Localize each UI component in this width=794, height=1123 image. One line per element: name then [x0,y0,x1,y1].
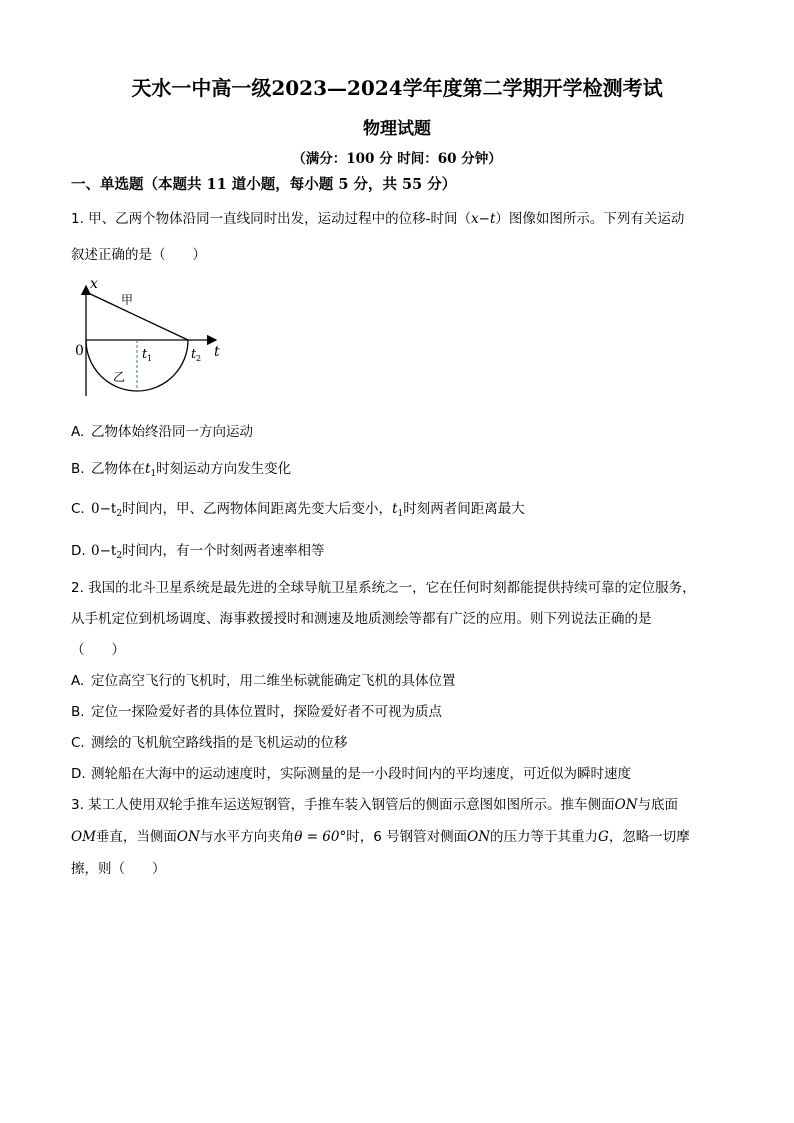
q3-stem-text-f: 的压力等于其重力 [490,829,599,845]
q3-stem-text-e: 时，6 号钢管对侧面 [346,829,468,845]
q1-stem-text-end: ）图像如图所示。下列有关运动 [495,211,685,227]
q1-option-d-range: 0−t [91,543,117,559]
q2-option-b[interactable] [71,700,442,720]
q1-option-c-mid: 时间内，甲、乙两物体间距离先变大后变小， [122,501,393,517]
q1-option-b-label: B. [71,461,85,477]
q2-stem-line3: （ ） [71,642,125,658]
q1-stem-line1 [71,207,684,227]
q3-on-3: ON [467,829,491,845]
q3-stem-text-a: 3. 某工人使用双轮手推车运送短钢管，手推车装入钢管后的侧面示意图如图所示。推车侧面 [71,797,615,813]
q2-option-a-text: 定位高空飞行的飞机时，用二维坐标就能确定飞机的具体位置 [91,673,456,689]
q1-option-a-label: A. [71,424,85,440]
q1-option-d[interactable] [71,539,325,561]
t1-label-sub: 1 [147,354,153,363]
section-heading: 一、单选题（本题共 11 道小题，每小题 5 分，共 55 分） [71,176,457,193]
jia-label: 甲 [121,293,134,307]
q2-option-c-label: C. [71,735,85,751]
q1-stem-line2: 叙述正确的是（ ） [71,247,206,263]
q2-option-b-text: 定位一探险爱好者的具体位置时，探险爱好者不可视为质点 [91,704,442,720]
q3-g: G [598,829,609,845]
q1-option-a[interactable] [71,420,253,440]
exam-title: 天水一中高一级2023—2024学年度第二学期开学检测考试 [131,76,663,100]
jia-line [86,292,188,340]
q1-stem-text: 1. 甲、乙两个物体沿同一直线同时出发，运动过程中的位移-时间（ [71,211,472,227]
exam-note: （满分：100 分 时间：60 分钟） [292,151,502,167]
q1-option-a-text: 乙物体始终沿同一方向运动 [91,424,253,440]
q1-option-c-post: 时刻两者间距离最大 [403,501,525,517]
origin-label: 0 [75,343,84,359]
q1-option-b-sub: 1 [150,469,157,479]
q1-option-c[interactable] [71,497,525,519]
q1-option-b-post: 时刻运动方向发生变化 [156,461,292,477]
q2-option-a[interactable] [71,669,456,689]
yi-label: 乙 [113,370,126,384]
q1-option-b-text: 乙物体在 [91,461,145,477]
q1-option-c-sub: 1 [397,509,404,519]
q1-option-c-range-sub: 2 [116,509,123,519]
q3-theta: θ = 60° [294,829,347,845]
q2-option-c-text: 测绘的飞机航空路线指的是飞机运动的位移 [91,735,348,751]
q1-option-c-label: C. [71,501,85,517]
q1-option-b-var: t [145,461,151,477]
x-axis-label: x [90,278,98,292]
q3-stem-text-b: 与底面 [637,797,679,813]
q2-option-d-text: 测轮船在大海中的运动速度时，实际测量的是一小段时间内的平均速度，可近似为瞬时速度 [91,766,631,782]
q1-xt: x−t [471,211,496,227]
t-axis-label: t [214,344,220,360]
q3-stem-text-d: 与水平方向夹角 [199,829,295,845]
q2-option-c[interactable] [71,731,348,751]
q2-stem-line1: 2. 我国的北斗卫星系统是最先进的全球导航卫星系统之一，它在任何时刻都能提供持续可靠的定位服务， [71,580,696,596]
q1-option-c-range: 0−t [91,501,117,517]
q1-option-d-post: 时间内，有一个时刻两者速率相等 [122,543,325,559]
q3-on-2: ON [176,829,200,845]
q3-stem-text-c: 垂直，当侧面 [95,829,177,845]
q2-option-d[interactable] [71,762,631,782]
t2-label-sub: 2 [196,354,202,363]
t1-label: t [142,347,148,362]
q2-option-a-label: A. [71,673,85,689]
q1-option-b[interactable] [71,457,291,479]
q2-stem-line2: 从手机定位到机场调度、海事救援授时和测速及地质测绘等都有广泛的应用。则下列说法正确的是 [71,611,652,627]
subject-title: 物理试题 [363,119,431,139]
q3-stem-line1 [71,793,678,813]
q1-option-d-label: D. [71,543,86,559]
q3-om: OM [71,829,96,845]
q1-xt-graph [70,278,230,403]
q1-option-d-range-sub: 2 [116,551,123,561]
q3-stem-text-g: ，忽略一切摩 [608,829,690,845]
q2-option-d-label: D. [71,766,86,782]
q2-option-b-label: B. [71,704,85,720]
t2-label: t [191,347,197,362]
q1-option-c-var: t [392,501,398,517]
q3-stem-line3: 擦，则（ ） [71,861,166,877]
q3-on-1: ON [614,797,638,813]
q3-stem-line2 [71,825,690,845]
